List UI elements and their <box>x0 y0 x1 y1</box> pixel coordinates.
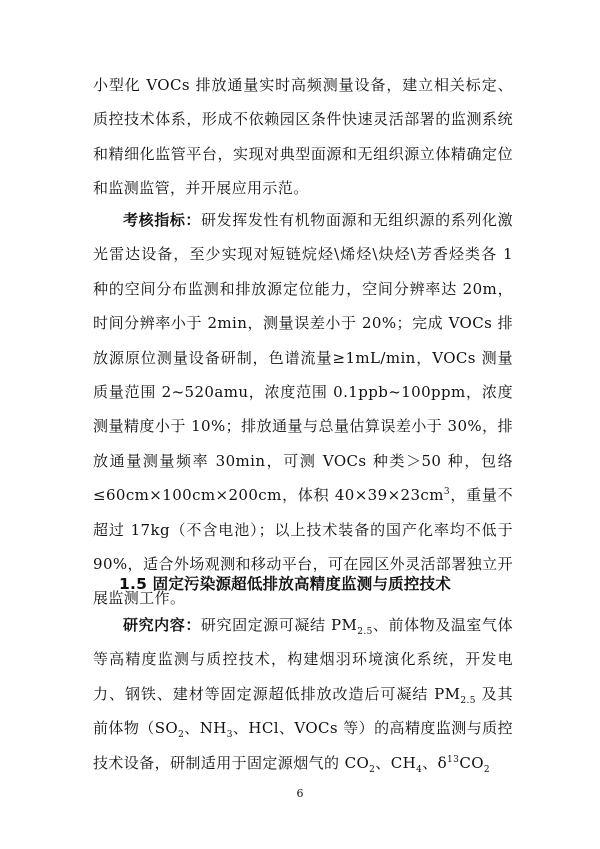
paragraph-text-segment: ，重量不超过 17kg（不含电池）；以上技术装备的国产化率均不低于 90%，适合外场观测和移动平台，可在园区外灵活部署独立开展监测工作。 <box>93 486 513 608</box>
paragraph-text-segment: 研究固定源可凝结 PM <box>200 616 358 634</box>
paragraph-text-segment: 、前体物及温室气体等高精度监测与质控技术，构建烟羽环境演化系统，开发电力、钢铁、建材等固定源超低排放改造后可凝结 PM <box>93 616 513 703</box>
assessment-indicators-label: 考核指标： <box>123 211 202 229</box>
paragraph-text-segment: 、CH <box>375 753 417 772</box>
paragraph-text-segment: 研发挥发性有机物面源和无组织源的系列化激光雷达设备，至少实现对短链烷烃\烯烃\炔烃\芳香烃类各 1 种的空间分布监测和排放源定位能力，空间分辨率达 20m，时间分辨率小于 2min，测量误差小于 20%；完成 VOCs 排放源原位测量设备研制，色谱流量≥1mL/min，VOCs 测量质量范围 2~520amu，浓度范围 0.1ppb~100ppm，浓度测量精度小于 10%；排放通量与总量估算误差小于 30%，排放通量测量频率 30min，可测 VOCs 种类＞50 种，包络≤60cm×100cm×200cm，体积 40×39×23cm <box>93 211 513 505</box>
volume-superscript: 3 <box>443 487 450 498</box>
section-heading: 1.5 固定污染源超低排放高精度监测与质控技术 <box>119 575 451 593</box>
paragraph-text-segment: 、δ <box>422 753 448 772</box>
page-number: 6 <box>296 787 304 800</box>
ch4-subscript: 4 <box>416 764 423 775</box>
pm-subscript: 2.5 <box>357 627 373 637</box>
paragraph-text-segment: 、NH <box>184 719 227 738</box>
paragraph-text: 小型化 VOCs 排放通量实时高频测量设备，建立相关标定、质控技术体系，形成不依赖园区条件快速灵活部署的监测系统和精细化监管平台，实现对典型面源和无组织源立体精确定位和监测监管，并开展应用示范。 <box>93 76 513 198</box>
nh3-subscript: 3 <box>226 730 233 741</box>
paragraph-text-segment: CO <box>459 753 484 772</box>
paragraph-text <box>93 608 513 780</box>
research-content-paragraph <box>93 608 513 780</box>
paragraph-text <box>93 203 513 616</box>
paragraph-continuation <box>93 68 513 206</box>
so2-subscript: 2 <box>178 730 185 741</box>
paragraph-text-segment: 、HCl、VOCs 等）的高精度监测与质控技术设备，研制适用于固定源烟气的 CO <box>93 719 513 772</box>
assessment-indicators-paragraph <box>93 203 513 616</box>
co2-subscript: 2 <box>369 764 376 775</box>
pm-subscript: 2.5 <box>460 695 476 706</box>
isotope-superscript: 13 <box>447 754 460 765</box>
research-content-label: 研究内容： <box>123 616 201 634</box>
paragraph-text-segment: 及其前体物（SO <box>93 684 513 738</box>
co2-subscript: 2 <box>483 764 491 775</box>
